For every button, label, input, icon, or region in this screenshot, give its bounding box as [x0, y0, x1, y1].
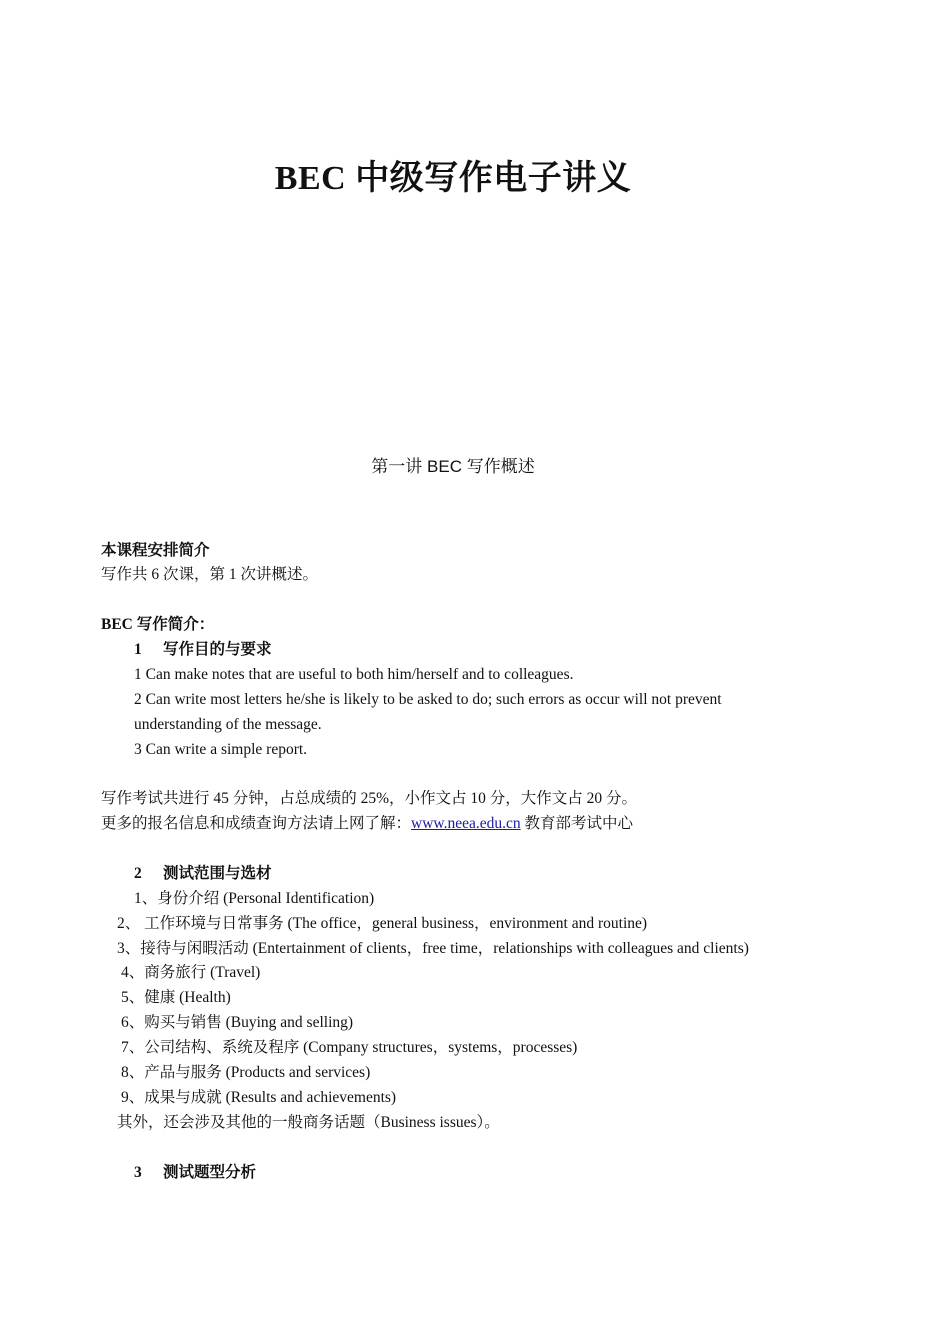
requirement-item: 3 Can write a simple report. — [134, 741, 308, 758]
section-3-number: 3 — [134, 1164, 142, 1181]
document-title: BEC 中级写作电子讲义 — [274, 160, 632, 197]
neea-website-link[interactable]: www.neea.edu.cn — [411, 815, 521, 832]
more-info-prefix: 更多的报名信息和成绩查询方法请上网了解： — [101, 815, 412, 832]
requirement-item-continued: understanding of the message. — [134, 716, 322, 733]
topic-item: 5、健康 (Health) — [121, 989, 231, 1006]
course-intro-text: 写作共 6 次课，第 1 次讲概述。 — [101, 566, 319, 583]
topic-item: 4、商务旅行 (Travel) — [121, 964, 261, 981]
bec-intro-heading: BEC 写作简介： — [101, 616, 215, 633]
requirement-item: 1 Can make notes that are useful to both him/herself and to colleagues. — [134, 666, 574, 683]
section-1-heading — [134, 639, 272, 661]
topics-note: 其外，还会涉及其他的一般商务话题（Business issues）。 — [117, 1114, 500, 1131]
topic-item: 3、接待与闲暇活动 (Entertainment of clients，free time，relationships with colleagues and clients) — [117, 940, 749, 957]
section-1-number: 1 — [134, 641, 142, 658]
section-3-title: 测试题型分析 — [163, 1164, 257, 1181]
topic-item: 6、购买与销售 (Buying and selling) — [121, 1014, 354, 1031]
course-intro-heading: 本课程安排简介 — [101, 542, 210, 559]
topic-item: 8、产品与服务 (Products and services) — [121, 1064, 371, 1081]
topic-item: 1、身份介绍 (Personal Identification) — [134, 890, 375, 907]
requirement-item: 2 Can write most letters he/she is likely to be asked to do; such errors as occur will not prevent — [134, 691, 722, 708]
topic-item: 9、成果与成就 (Results and achievements) — [121, 1089, 397, 1106]
section-3-heading — [134, 1162, 256, 1184]
more-info-suffix: 教育部考试中心 — [520, 815, 634, 832]
section-2-title: 测试范围与选材 — [163, 865, 272, 882]
more-info-line — [101, 813, 633, 835]
section-1-title: 写作目的与要求 — [163, 641, 272, 658]
topic-item: 2、 工作环境与日常事务 (The office，general business，environment and routine) — [117, 915, 648, 932]
exam-info: 写作考试共进行 45 分钟，占总成绩的 25%，小作文占 10 分，大作文占 20 分。 — [101, 790, 638, 807]
topic-item: 7、公司结构、系统及程序 (Company structures，systems，processes) — [121, 1039, 578, 1056]
section-2-heading — [134, 863, 272, 885]
section-2-number: 2 — [134, 865, 142, 882]
lecture-title: 第一讲 BEC 写作概述 — [371, 457, 535, 476]
